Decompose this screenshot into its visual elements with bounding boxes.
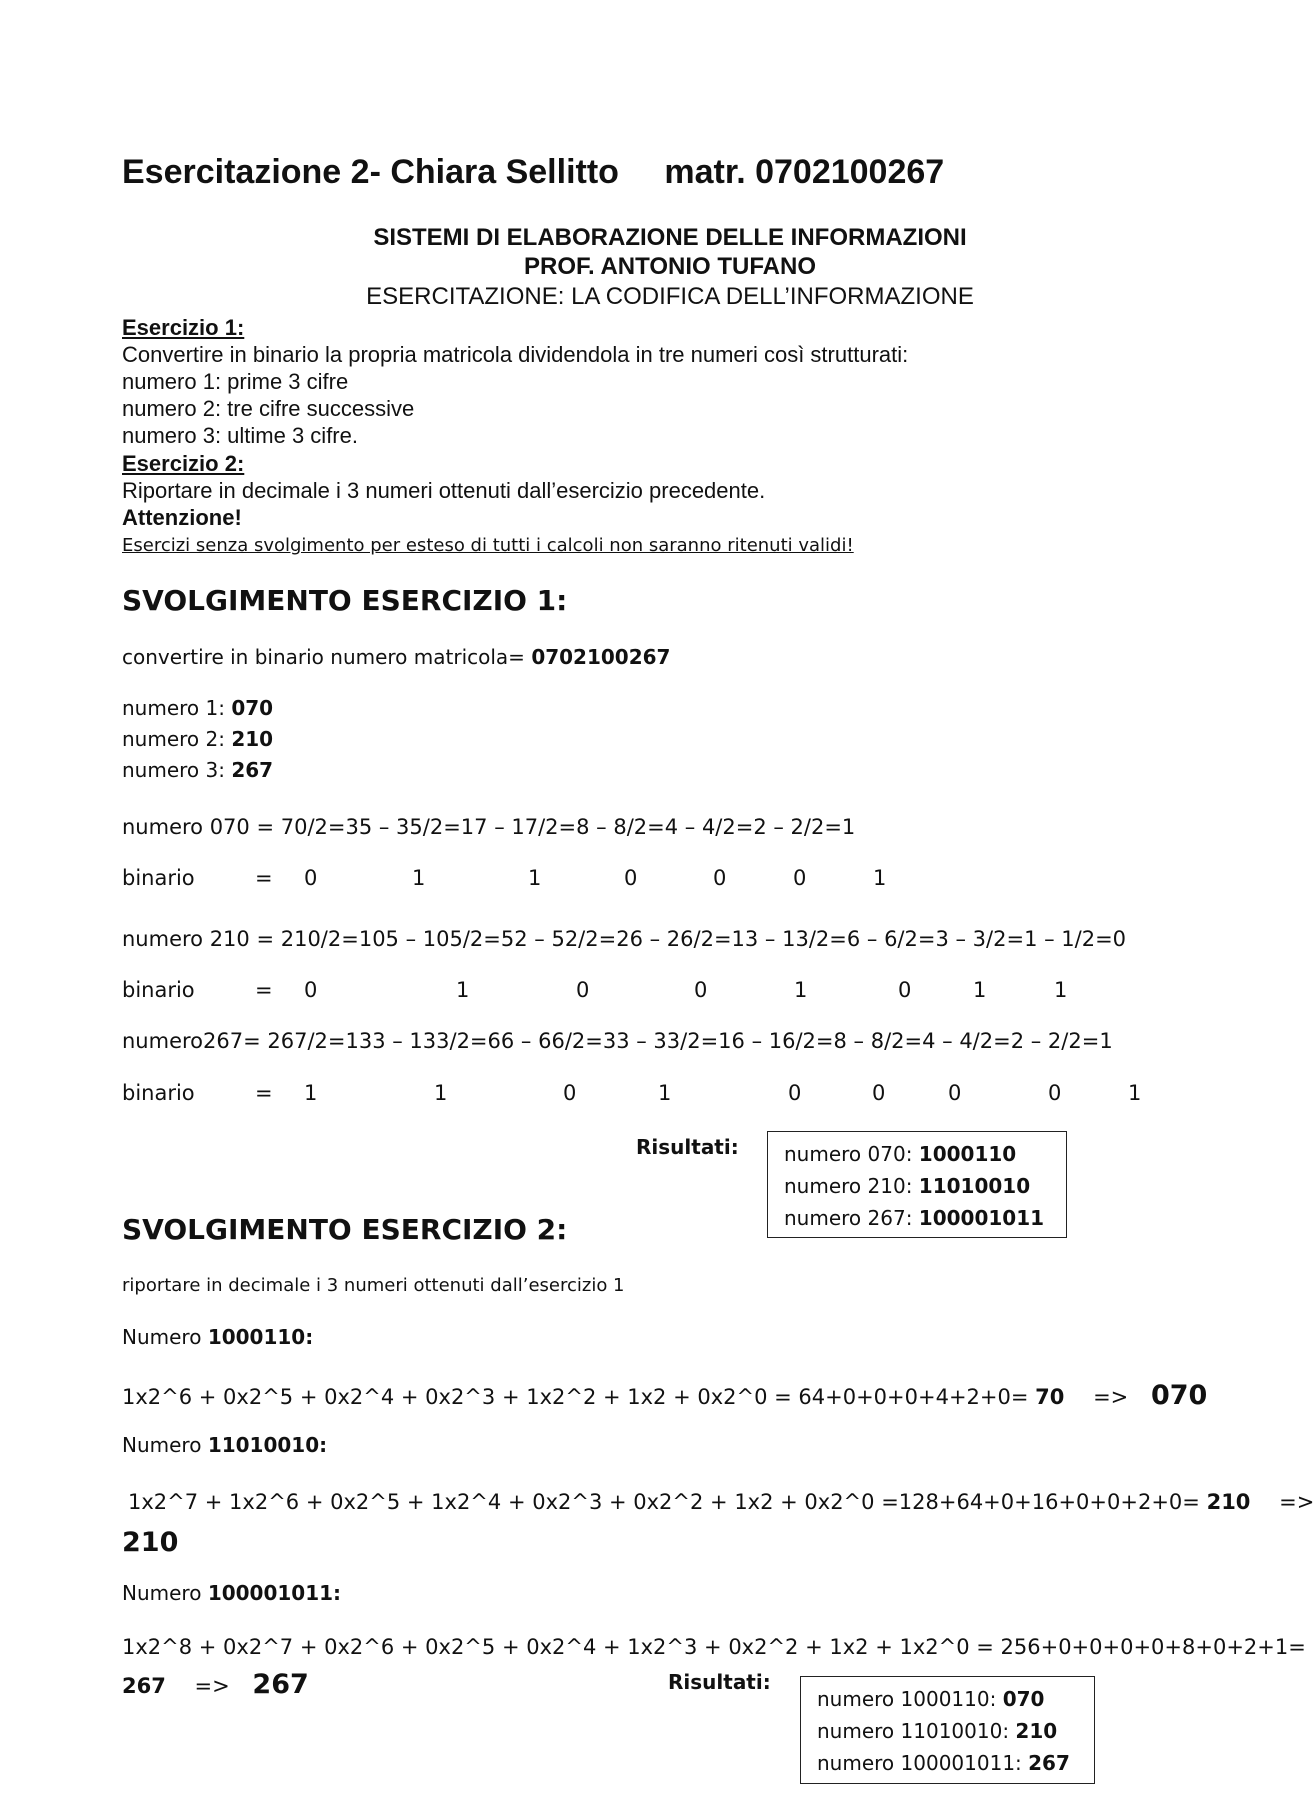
professor-name: PROF. ANTONIO TUFANO [523, 253, 816, 280]
bit: 0 [576, 978, 590, 1002]
division-210: numero 210 = 210/2=105 – 105/2=52 – 52/2=26 – 26/2=13 – 13/2=6 – 6/2=3 – 3/2=1 – 1/2=0 [122, 927, 1127, 951]
calc-b [128, 1490, 1314, 1514]
results1-label: Risultati: [636, 1135, 739, 1159]
final-value: 070 [1150, 1380, 1208, 1411]
equals-sign: = [255, 866, 273, 890]
warning-text: Esercizi senza svolgimento per esteso di tutti i calcoli non saranno ritenuti validi! [122, 535, 854, 556]
calc-result: 70 [1035, 1385, 1065, 1409]
arrow: => [1093, 1385, 1129, 1409]
result-label: numero 100001011: [817, 1751, 1022, 1775]
final-value: 267 [252, 1669, 309, 1700]
results1-box [767, 1131, 1067, 1238]
exercise1-number3: numero 3: ultime 3 cifre. [122, 423, 358, 448]
bit: 1 [1054, 978, 1068, 1002]
calc-expression: 1x2^7 + 1x2^6 + 0x2^5 + 1x2^4 + 0x2^3 + 0x2^2 + 1x2 + 0x2^0 =128+64+0+16+0+0+2+0= [128, 1490, 1200, 1514]
numero-label: Numero [122, 1433, 202, 1457]
arrow: => [1279, 1490, 1314, 1514]
course-name: SISTEMI DI ELABORAZIONE DELLE INFORMAZIONI [373, 224, 967, 251]
binary-value: 11010010: [207, 1433, 328, 1457]
matricola: matr. 0702100267 [664, 153, 945, 191]
result-value: 100001011 [918, 1206, 1045, 1230]
bit: 0 [624, 866, 638, 890]
author-title: Esercitazione 2- Chiara Sellitto [122, 153, 619, 191]
bit: 0 [948, 1081, 962, 1105]
result-row [817, 1715, 1078, 1747]
bit: 1 [528, 866, 542, 890]
result-row [784, 1138, 1050, 1170]
warning-title: Attenzione! [122, 505, 242, 530]
calc-result: 267 [122, 1674, 166, 1698]
intro-label: convertire in binario numero matricola= [122, 645, 525, 669]
result-value: 210 [1015, 1719, 1058, 1743]
equals-sign: = [255, 1081, 273, 1105]
bit: 0 [1048, 1081, 1062, 1105]
binary-value: 1000110: [207, 1325, 314, 1349]
result-value: 070 [1002, 1687, 1045, 1711]
result-label: numero 11010010: [817, 1719, 1010, 1743]
calc-c-result [122, 1669, 309, 1700]
bit: 1 [1128, 1081, 1142, 1105]
solution2-heading: SVOLGIMENTO ESERCIZIO 2: [122, 1213, 568, 1246]
bit: 0 [304, 866, 318, 890]
number2-line [122, 727, 273, 751]
exercise1-number1: numero 1: prime 3 cifre [122, 369, 349, 394]
intro-value: 0702100267 [531, 645, 671, 669]
bit: 0 [898, 978, 912, 1002]
bit: 1 [973, 978, 987, 1002]
result-value: 11010010 [918, 1174, 1031, 1198]
binary-value: 100001011: [207, 1581, 342, 1605]
binario-label: binario [122, 1081, 195, 1105]
number1-line [122, 696, 273, 720]
calc-a [122, 1380, 1207, 1411]
binary-row-210 [0, 978, 1280, 1008]
exercise2-text: Riportare in decimale i 3 numeri ottenuti dall’esercizio precedente. [122, 478, 766, 503]
result-label: numero 1000110: [817, 1687, 997, 1711]
bit: 0 [788, 1081, 802, 1105]
division-070: numero 070 = 70/2=35 – 35/2=17 – 17/2=8 – 8/2=4 – 4/2=2 – 2/2=1 [122, 815, 856, 839]
number3-label: numero 3: [122, 758, 225, 782]
result-row [784, 1202, 1050, 1234]
final-value-b: 210 [122, 1527, 179, 1558]
number3-line [122, 758, 273, 782]
number1-label: numero 1: [122, 696, 225, 720]
arrow: => [194, 1674, 230, 1698]
bit: 1 [794, 978, 808, 1002]
calc-result: 210 [1206, 1490, 1251, 1514]
bit: 1 [434, 1081, 448, 1105]
result-label: numero 210: [784, 1174, 913, 1198]
bit: 0 [563, 1081, 577, 1105]
result-row [817, 1747, 1078, 1779]
number2-value: 210 [231, 727, 274, 751]
exercise1-text: Convertire in binario la propria matricola dividendola in tre numeri così strutturati: [122, 342, 909, 367]
results2-box [800, 1676, 1095, 1784]
exercise-topic: ESERCITAZIONE: LA CODIFICA DELL’INFORMAZIONE [366, 283, 974, 310]
bit: 0 [713, 866, 727, 890]
result-row [817, 1683, 1078, 1715]
number3-value: 267 [231, 758, 274, 782]
equals-sign: = [255, 978, 273, 1002]
numero-label: Numero [122, 1325, 202, 1349]
solution1-heading: SVOLGIMENTO ESERCIZIO 1: [122, 584, 568, 617]
solution2-intro: riportare in decimale i 3 numeri ottenuti dall’esercizio 1 [122, 1275, 625, 1296]
result-value: 1000110 [918, 1142, 1017, 1166]
result-row [784, 1170, 1050, 1202]
bit: 1 [412, 866, 426, 890]
bit: 1 [873, 866, 887, 890]
result-value: 267 [1028, 1751, 1070, 1775]
number-b-heading [122, 1433, 327, 1457]
bit: 1 [304, 1081, 318, 1105]
bit: 1 [456, 978, 470, 1002]
bit: 0 [304, 978, 318, 1002]
bit: 0 [872, 1081, 886, 1105]
result-label: numero 070: [784, 1142, 913, 1166]
binario-label: binario [122, 866, 195, 890]
exercise1-number2: numero 2: tre cifre successive [122, 396, 415, 421]
binary-row-267 [0, 1081, 1280, 1111]
number-c-heading [122, 1581, 341, 1605]
bit: 0 [793, 866, 807, 890]
division-267: numero267= 267/2=133 – 133/2=66 – 66/2=33 – 33/2=16 – 16/2=8 – 8/2=4 – 4/2=2 – 2/2=1 [122, 1029, 1113, 1053]
exercise1-title: Esercizio 1: [122, 315, 245, 340]
result-label: numero 267: [784, 1206, 913, 1230]
calc-c: 1x2^8 + 0x2^7 + 0x2^6 + 0x2^5 + 0x2^4 + 1x2^3 + 0x2^2 + 1x2 + 1x2^0 = 256+0+0+0+0+8+0+2+1= [122, 1635, 1306, 1659]
number-a-heading [122, 1325, 313, 1349]
bit: 1 [658, 1081, 672, 1105]
number2-label: numero 2: [122, 727, 225, 751]
binary-row-070 [0, 866, 1280, 896]
document-title [122, 153, 944, 192]
exercise2-title: Esercizio 2: [122, 451, 245, 476]
solution1-intro [122, 645, 670, 669]
number1-value: 070 [231, 696, 274, 720]
binario-label: binario [122, 978, 195, 1002]
results2-label: Risultati: [668, 1670, 771, 1694]
bit: 0 [694, 978, 708, 1002]
calc-expression: 1x2^6 + 0x2^5 + 0x2^4 + 0x2^3 + 1x2^2 + 1x2 + 0x2^0 = 64+0+0+0+4+2+0= [122, 1385, 1029, 1409]
numero-label: Numero [122, 1581, 202, 1605]
